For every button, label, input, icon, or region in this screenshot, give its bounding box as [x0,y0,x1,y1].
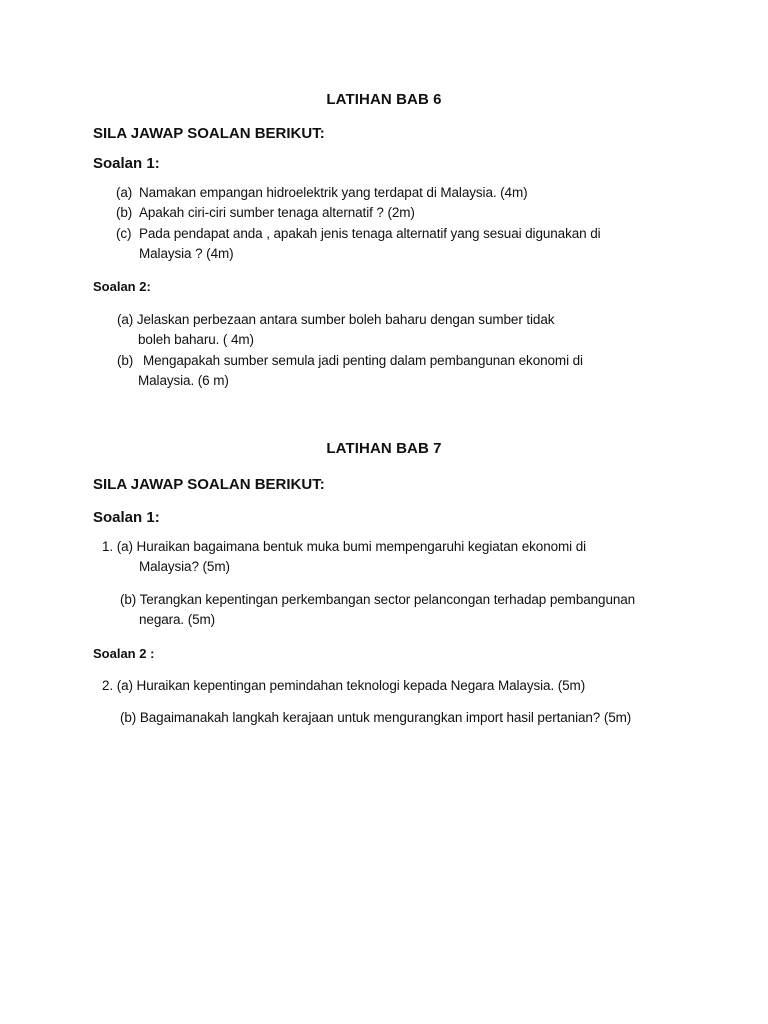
question-label: (a) [116,185,133,200]
bab6-soalan2-heading: Soalan 2: [93,279,151,294]
question-text: (a) Jelaskan perbezaan antara sumber boleh baharu dengan sumber tidak [117,312,555,327]
bab6-soalan1-heading: Soalan 1: [93,155,160,172]
question-text: Namakan empangan hidroelektrik yang terdapat di Malaysia. (4m) [139,185,528,200]
bab7-soalan2-heading: Soalan 2 : [93,646,155,661]
question-text: Mengapakah sumber semula jadi penting dalam pembangunan ekonomi di [143,353,583,368]
bab7-instruction: SILA JAWAP SOALAN BERIKUT: [93,476,325,493]
question-text-continued: Malaysia ? (4m) [139,246,234,261]
question-label: (b) [117,353,134,368]
question-text: (b) Terangkan kepentingan perkembangan sector pelancongan terhadap pembangunan [120,592,636,607]
question-text-continued: negara. (5m) [139,612,216,627]
bab7-soalan1-heading: Soalan 1: [93,509,160,526]
question-text-continued: boleh baharu. ( 4m) [138,332,254,347]
question-text-continued: Malaysia? (5m) [139,559,230,574]
bab6-instruction: SILA JAWAP SOALAN BERIKUT: [93,125,325,142]
question-text: (b) Bagaimanakah langkah kerajaan untuk mengurangkan import hasil pertanian? (5m) [120,710,632,725]
question-label: (c) [116,226,132,241]
bab6-title: LATIHAN BAB 6 [326,91,442,108]
bab7-title: LATIHAN BAB 7 [326,440,442,457]
question-text: Apakah ciri-ciri sumber tenaga alternatif ? (2m) [139,205,415,220]
question-text: 1. (a) Huraikan bagaimana bentuk muka bumi mempengaruhi kegiatan ekonomi di [102,539,587,554]
question-text: 2. (a) Huraikan kepentingan pemindahan teknologi kepada Negara Malaysia. (5m) [102,678,586,693]
question-text: Pada pendapat anda , apakah jenis tenaga alternatif yang sesuai digunakan di [139,226,601,241]
question-label: (b) [116,205,133,220]
question-text-continued: Malaysia. (6 m) [138,373,229,388]
